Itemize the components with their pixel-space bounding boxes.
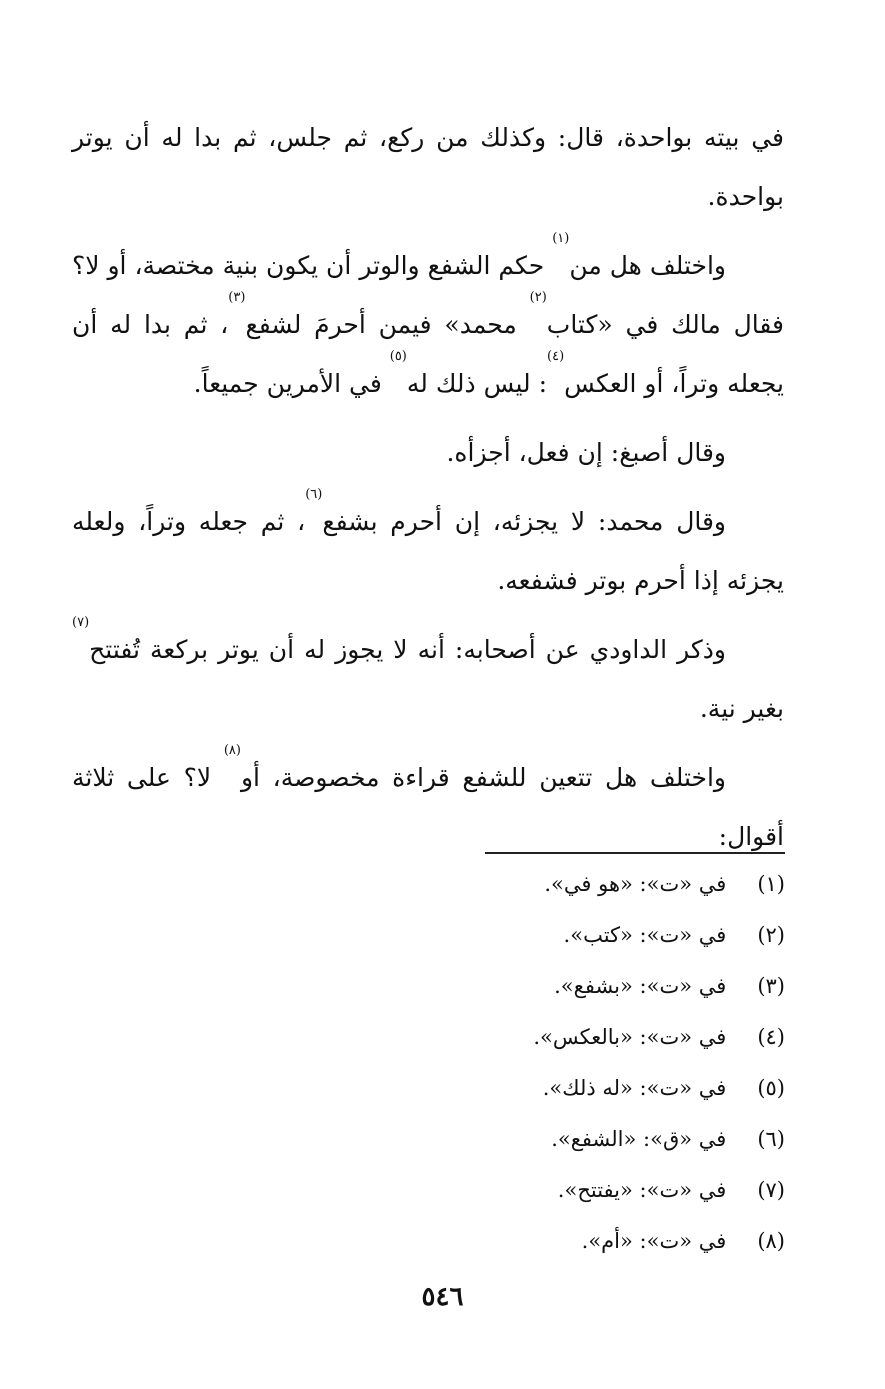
footnote-4 (265, 1017, 785, 1068)
paragraph-3 (72, 423, 784, 482)
footnote-ref-3[interactable]: (٣) (228, 290, 246, 305)
footnote-separator (485, 852, 785, 854)
text-segment: : ليس ذلك له (406, 369, 548, 398)
footnote-number: (٨) (757, 1229, 785, 1253)
text-segment: واختلف هل من (569, 251, 726, 280)
footnote-ref-7[interactable]: (٧) (72, 615, 90, 630)
text-segment: لا؟ على ثلاثة أقوال: (72, 763, 784, 851)
footnote-text: في «ت»: «أم». (581, 1229, 727, 1253)
text-segment: واختلف هل تتعين للشفع قراءة مخصوصة، أو (240, 763, 726, 792)
text-segment: حكم الشفع والوتر أن يكون بنية مختصة، أو لا؟ فقال مالك في «كتاب (72, 251, 784, 339)
footnote-3 (265, 966, 785, 1017)
text-segment: في الأمرين جميعاً. (193, 369, 390, 398)
footnote-1 (265, 864, 785, 915)
footnote-8 (265, 1221, 785, 1272)
footnote-7 (265, 1170, 785, 1221)
footnote-ref-6[interactable]: (٦) (305, 487, 323, 502)
text-segment: وقال محمد: لا يجزئه، إن أحرم بشفع (322, 507, 727, 536)
footnote-text: في «ت»: «هو في». (544, 872, 727, 896)
page-number: ٥٤٦ (421, 1282, 464, 1312)
footnote-ref-2[interactable]: (٢) (529, 290, 547, 305)
footnote-number: (١) (757, 872, 785, 896)
footnote-number: (٤) (757, 1025, 785, 1049)
paragraph-6 (72, 743, 784, 866)
paragraph-1-text: في بيته بواحدة، قال: وكذلك من ركع، ثم جلس، ثم بدا له أن يوتر بواحدة. (72, 123, 784, 211)
paragraph-1 (72, 108, 784, 226)
footnote-number: (٣) (757, 974, 785, 998)
text-segment: ، ثم جعله وتراً، ولعله يجزئه إذا أحرم بوتر فشفعه. (72, 507, 784, 595)
paragraph-2 (72, 231, 784, 413)
footnote-5 (265, 1068, 785, 1119)
main-text (72, 108, 784, 876)
footnote-ref-8[interactable]: (٨) (223, 743, 241, 758)
footnote-6 (265, 1119, 785, 1170)
footnote-number: (٧) (757, 1178, 785, 1202)
footnote-text: في «ت»: «كتب». (563, 923, 727, 947)
footnote-text: في «ت»: «يفتتح». (557, 1178, 727, 1202)
footnotes-list (265, 864, 785, 1272)
paragraph-4 (72, 487, 784, 610)
text-segment: بغير نية. (699, 694, 784, 723)
footnote-number: (٥) (757, 1076, 785, 1100)
footnote-ref-4[interactable]: (٤) (547, 349, 565, 364)
paragraph-3-text: وقال أصبغ: إن فعل، أجزأه. (446, 438, 726, 467)
footnote-number: (٦) (757, 1127, 785, 1151)
text-segment: محمد» فيمن أحرمَ لشفع (245, 310, 530, 339)
footnote-2 (265, 915, 785, 966)
footnote-text: في «ت»: «له ذلك». (542, 1076, 727, 1100)
paragraph-5 (72, 615, 784, 738)
footnote-number: (٢) (757, 923, 785, 947)
footnote-ref-5[interactable]: (٥) (389, 349, 407, 364)
footnote-text: في «ق»: «الشفع». (551, 1127, 727, 1151)
footnote-text: في «ت»: «بالعكس». (533, 1025, 727, 1049)
footnote-text: في «ت»: «بشفع». (554, 974, 727, 998)
footnote-ref-1[interactable]: (١) (552, 231, 570, 246)
text-segment: وذكر الداودي عن أصحابه: أنه لا يجوز له أن يوتر بركعة تُفتتح (89, 635, 726, 664)
text-segment: ، ثم بدا له أن يجعله وتراً، أو العكس (72, 310, 784, 398)
